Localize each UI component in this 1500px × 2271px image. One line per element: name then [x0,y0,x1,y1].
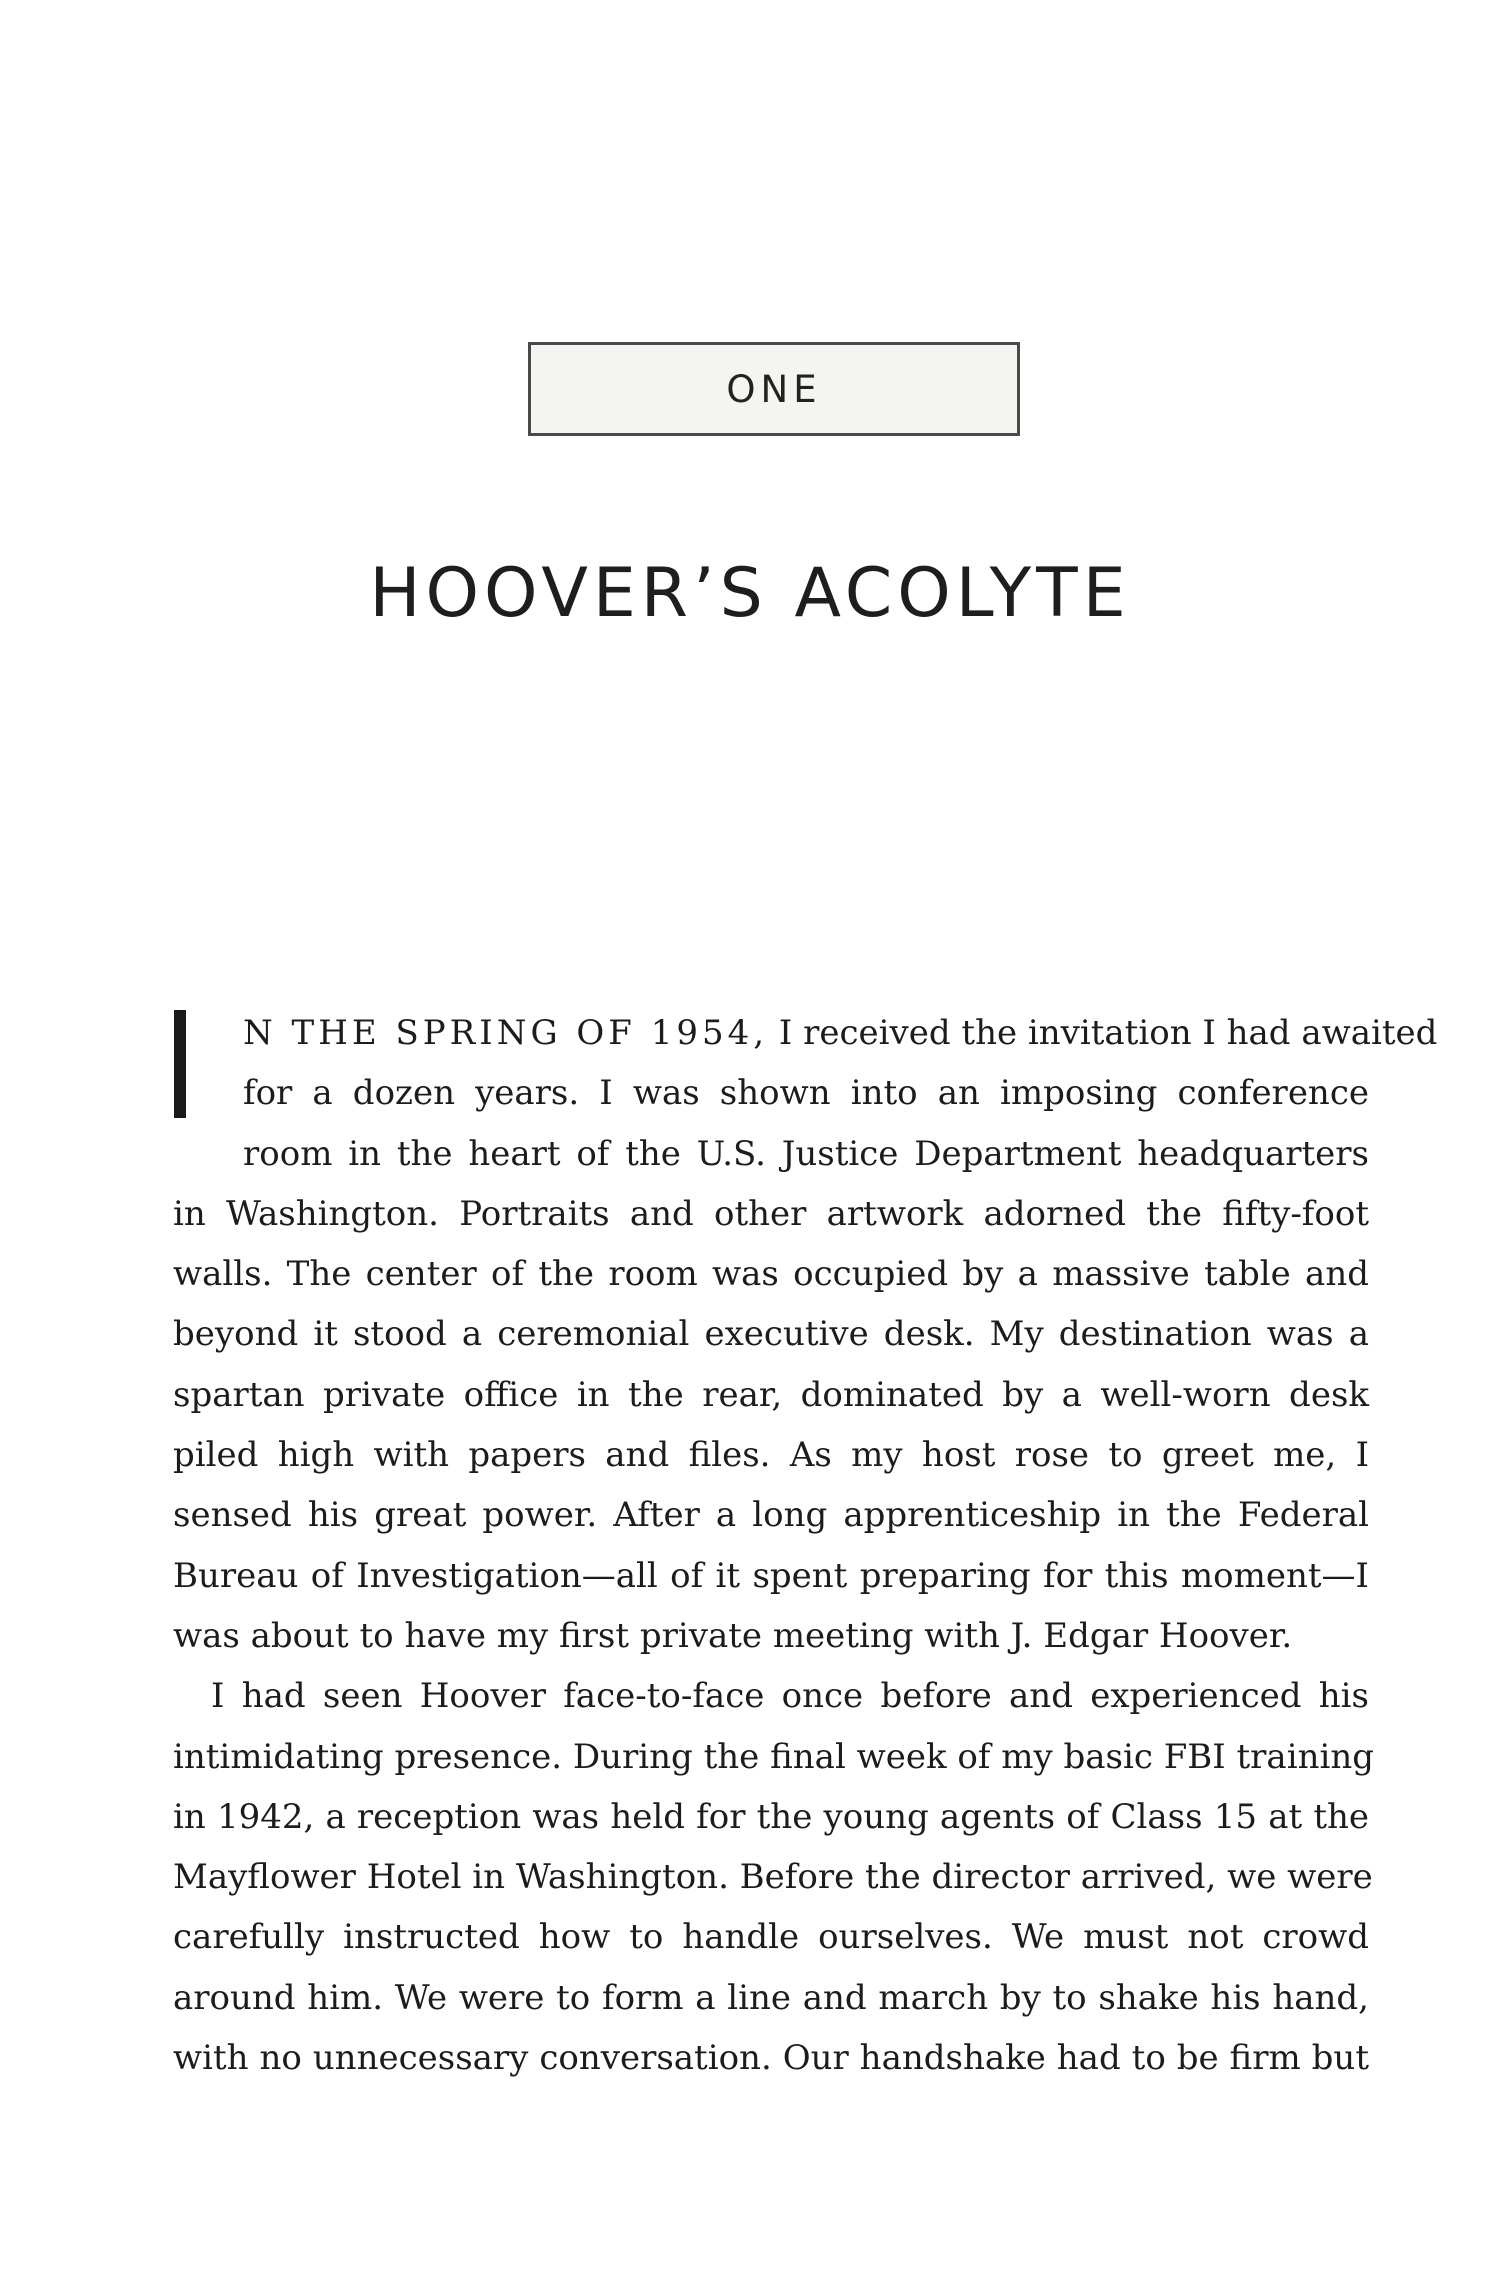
text-line: in Washington. Portraits and other artwork adorned the fifty-foot [173,1193,1369,1234]
text-line: walls. The center of the room was occupied by a massive table and [173,1254,1369,1295]
text-line: room in the heart of the U.S. Justice Department headquarters [243,1133,1369,1174]
text-line: sensed his great power. After a long apprenticeship in the Federal [173,1495,1369,1536]
chapter-number: ONE [726,367,822,411]
text-line: around him. We were to form a line and march by to shake his hand, [173,1977,1369,2018]
text-line: I had seen Hoover face-to-face once before and experienced his [211,1676,1369,1717]
body-text [173,1003,1438,2088]
text-line: beyond it stood a ceremonial executive desk. My destination was a [173,1314,1369,1355]
chapter-number-box [528,342,1020,436]
text-line: was about to have my first private meeting with J. Edgar Hoover. [173,1615,1293,1656]
chapter-title: HOOVER’S ACOLYTE [369,554,1131,633]
text-line: piled high with papers and files. As my host rose to greet me, I [173,1435,1369,1476]
lead-smallcaps: N THE SPRING OF 1954, [243,1013,769,1053]
text-line: intimidating presence. During the final week of my basic FBI training [173,1736,1375,1777]
text-line: Bureau of Investigation—all of it spent preparing for this moment—I [173,1555,1369,1596]
opening-line [173,1003,1438,1063]
text-line: spartan private office in the rear, dominated by a well-worn desk [173,1374,1369,1415]
text-line: Mayflower Hotel in Washington. Before the director arrived, we were [173,1857,1373,1898]
text-line: in 1942, a reception was held for the young agents of Class 15 at the [173,1796,1369,1837]
text-line: carefully instructed how to handle ourselves. We must not crowd [173,1917,1369,1958]
text-line: for a dozen years. I was shown into an imposing conference [243,1073,1369,1114]
lead-rest: I received the invitation I had awaited [778,1013,1438,1053]
text-line: with no unnecessary conversation. Our handshake had to be firm but [173,2038,1369,2079]
